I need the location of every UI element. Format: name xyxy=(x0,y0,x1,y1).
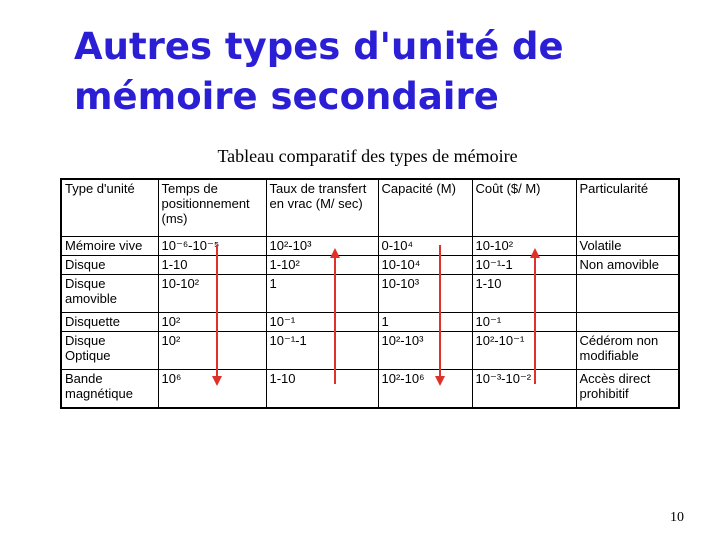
table-cell: Volatile xyxy=(576,236,679,255)
table-row xyxy=(61,332,679,370)
table-cell: 1-10 xyxy=(472,274,576,312)
table-cell: Disque amovible xyxy=(61,274,158,312)
table-cell: 1 xyxy=(266,274,378,312)
table-cell: 10⁻¹ xyxy=(472,313,576,332)
column-header: Capacité (M) xyxy=(378,179,472,236)
table-cell: Disque xyxy=(61,255,158,274)
column-header: Temps de positionnement (ms) xyxy=(158,179,266,236)
slide-title: Autres types d'unité de mémoire secondaire xyxy=(74,25,564,118)
column-header: Particularité xyxy=(576,179,679,236)
page-number: 10 xyxy=(670,510,684,525)
table-cell: 0-10⁴ xyxy=(378,236,472,255)
table-cell xyxy=(576,274,679,312)
table-cell: 10²-10³ xyxy=(378,332,472,370)
table-row xyxy=(61,236,679,255)
table-row xyxy=(61,274,679,312)
table-cell: 10²-10³ xyxy=(266,236,378,255)
table-cell: 1-10 xyxy=(266,370,378,408)
comparison-table xyxy=(60,178,680,409)
table-cell: 10²-10⁶ xyxy=(378,370,472,408)
table-cell: 1-10 xyxy=(158,255,266,274)
table-cell: 10-10⁴ xyxy=(378,255,472,274)
table-header-row xyxy=(61,179,679,236)
table-cell: 1 xyxy=(378,313,472,332)
column-header: Type d'unité xyxy=(61,179,158,236)
table-row xyxy=(61,255,679,274)
table-cell: 10⁻¹ xyxy=(266,313,378,332)
table-cell xyxy=(576,313,679,332)
table-cell: 10-10² xyxy=(158,274,266,312)
table-cell: Mémoire vive xyxy=(61,236,158,255)
column-header: Coût ($/ M) xyxy=(472,179,576,236)
table-row xyxy=(61,313,679,332)
table-cell: Accès direct prohibitif xyxy=(576,370,679,408)
table-cell: 10⁻¹-1 xyxy=(472,255,576,274)
table-cell: 10²-10⁻¹ xyxy=(472,332,576,370)
table-cell: 10⁻¹-1 xyxy=(266,332,378,370)
table-cell: 10⁶ xyxy=(158,370,266,408)
table-cell: Non amovible xyxy=(576,255,679,274)
table-cell: Disquette xyxy=(61,313,158,332)
table-cell: 10-10² xyxy=(472,236,576,255)
table-cell: Cédérom non modifiable xyxy=(576,332,679,370)
comparison-table-wrapper xyxy=(60,178,678,409)
table-cell: 10² xyxy=(158,313,266,332)
table-cell: 10⁻³-10⁻² xyxy=(472,370,576,408)
table-cell: 10² xyxy=(158,332,266,370)
table-cell: 10⁻⁶-10⁻⁵ xyxy=(158,236,266,255)
table-cell: 1-10² xyxy=(266,255,378,274)
table-caption: Tableau comparatif des types de mémoire xyxy=(217,146,518,166)
table-cell: 10-10³ xyxy=(378,274,472,312)
column-header: Taux de transfert en vrac (M/ sec) xyxy=(266,179,378,236)
table-cell: Disque Optique xyxy=(61,332,158,370)
table-cell: Bande magnétique xyxy=(61,370,158,408)
table-row xyxy=(61,370,679,408)
